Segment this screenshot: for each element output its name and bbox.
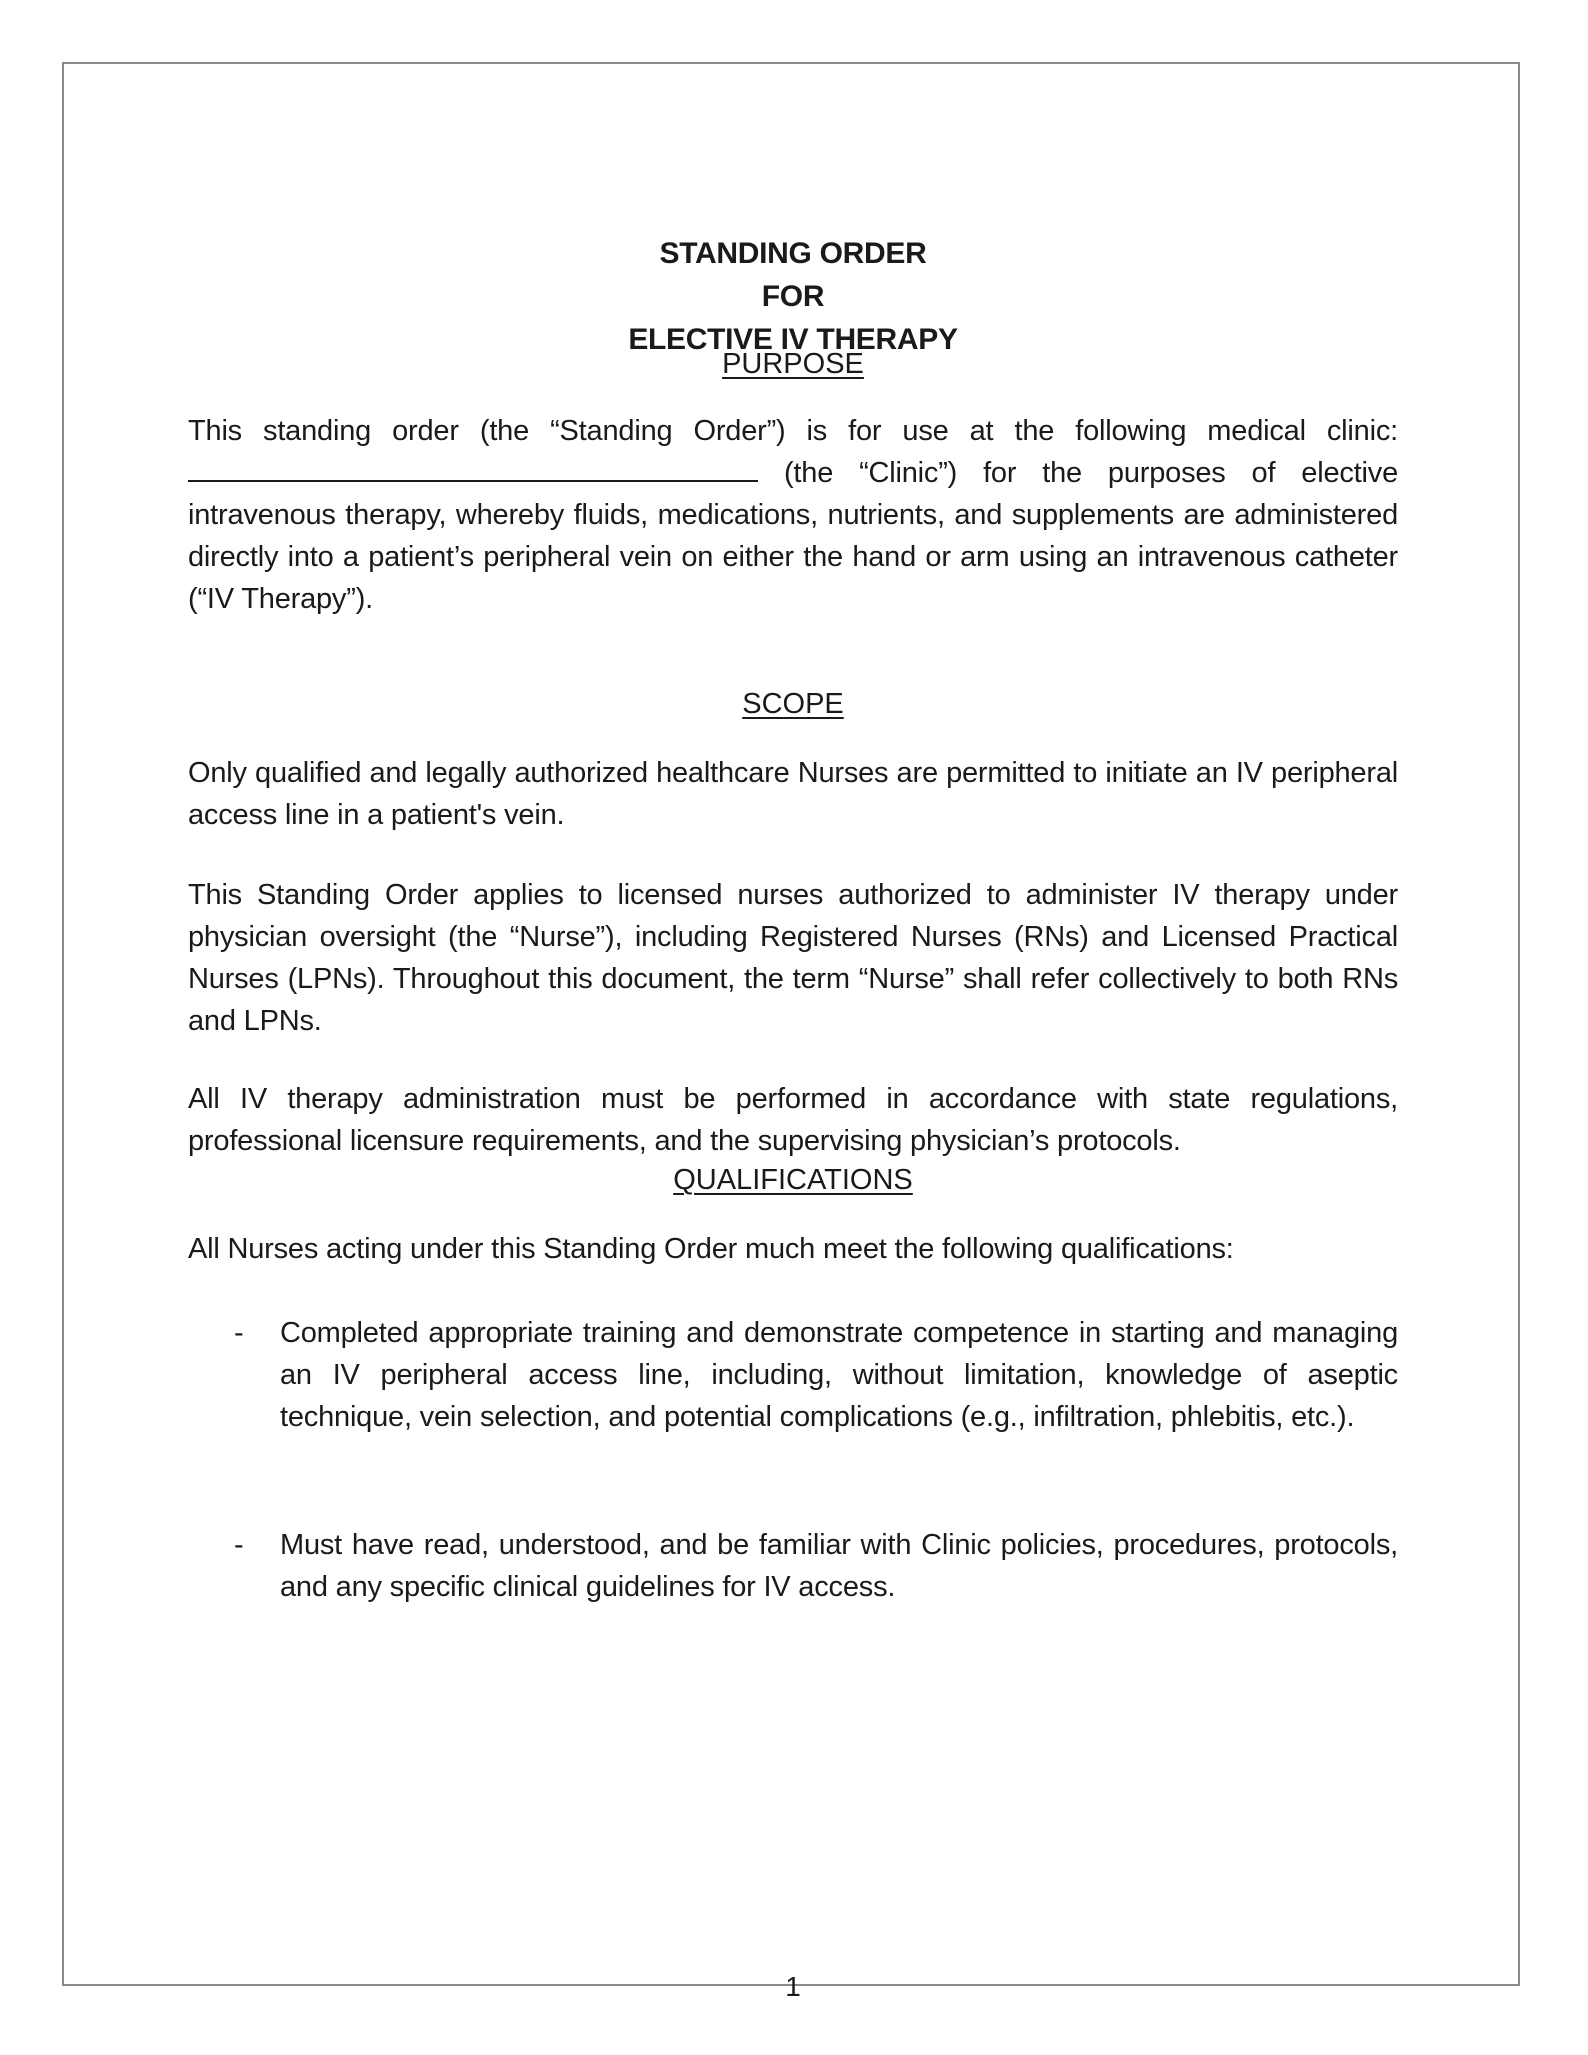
purpose-paragraph (188, 410, 1398, 620)
title-line-1: STANDING ORDER (659, 237, 927, 270)
purpose-text-end: (the “Clinic”) for the purposes of elective intravenous therapy, whereby fluids, medications, nutrients, and supplements are administered directly into a patient’s peripheral vein on either the hand or arm using an intravenous catheter (“IV Therapy”). (188, 457, 1399, 615)
scope-paragraph-2: This Standing Order applies to licensed nurses authorized to administer IV therapy under physician oversight (the “Nurse”), including Registered Nurses (RNs) and Licensed Practical Nurses (LPNs). Throughout this document, the term “Nurse” shall refer collectively to both RNs and LPNs. (188, 879, 1398, 1037)
document-title (188, 232, 1398, 361)
document-page (62, 62, 1520, 2002)
qualification-item-2: Must have read, understood, and be familiar with Clinic policies, procedures, protocols, and any specific clinical guidelines for IV access. (280, 1529, 1398, 1603)
purpose-text-start: This standing order (the “Standing Order”) is for use at the following medical clinic: (188, 415, 1398, 447)
qualification-item-1: Completed appropriate training and demonstrate competence in starting and managing an IV peripheral access line, including, without limitation, knowledge of aseptic technique, vein selection, and potential complications (e.g., infiltration, phlebitis, etc.). (280, 1317, 1398, 1433)
purpose-heading: PURPOSE (722, 348, 864, 380)
scope-heading: SCOPE (742, 688, 844, 720)
bullet-marker: - (234, 1529, 244, 1561)
clinic-name-blank[interactable] (188, 452, 758, 482)
title-line-2: FOR (761, 280, 825, 313)
qualifications-heading: QUALIFICATIONS (673, 1164, 913, 1196)
title-line-3: ELECTIVE IV THERAPY (628, 323, 958, 356)
page-number: 1 (785, 1971, 801, 2002)
qualifications-intro: All Nurses acting under this Standing Order much meet the following qualifications: (188, 1233, 1234, 1265)
scope-paragraph-1: Only qualified and legally authorized healthcare Nurses are permitted to initiate an IV peripheral access line in a patient's vein. (188, 757, 1398, 831)
bullet-marker: - (234, 1317, 244, 1349)
scope-paragraph-3: All IV therapy administration must be performed in accordance with state regulations, professional licensure requirements, and the supervising physician’s protocols. (188, 1083, 1398, 1157)
